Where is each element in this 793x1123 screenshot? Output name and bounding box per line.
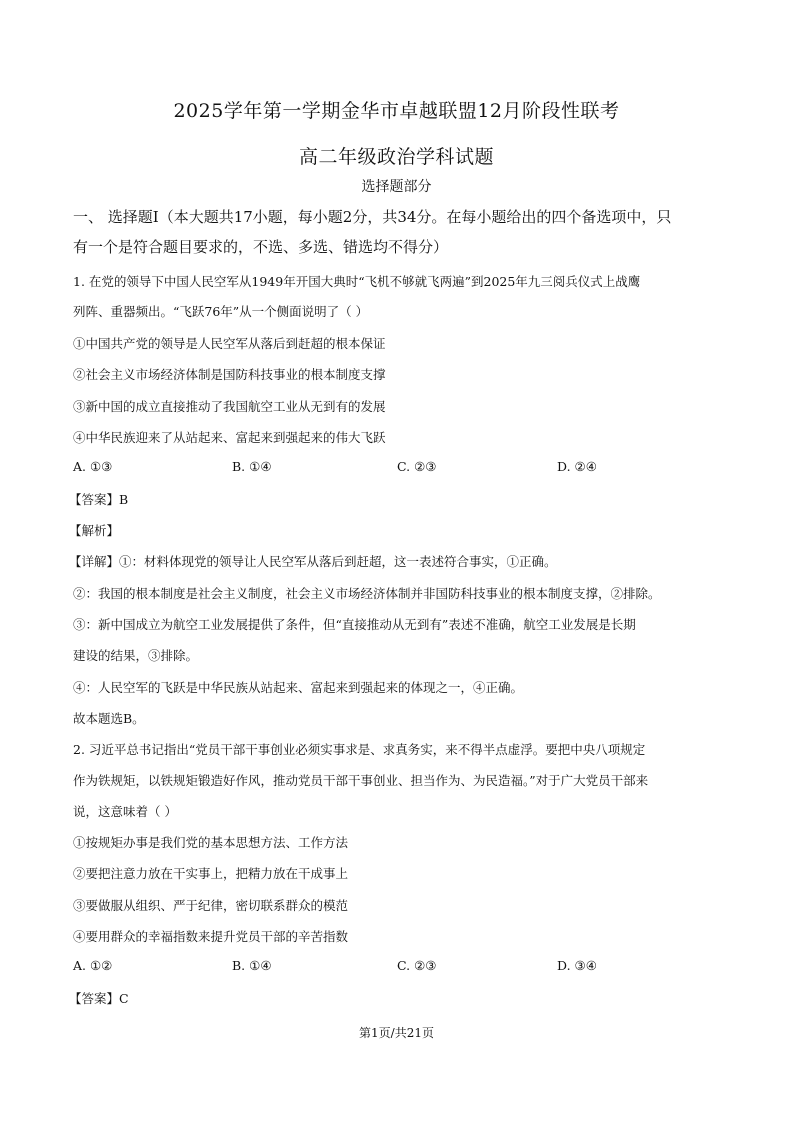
q1-detail-line-2: ②：我国的根本制度是社会主义制度，社会主义市场经济体制并非国防科技事业的根本制度支撑，②排除。 bbox=[73, 586, 661, 601]
q1-detail-line-1 bbox=[69, 552, 557, 570]
answer-value: B bbox=[119, 492, 129, 507]
answer-label: 【答案】 bbox=[69, 991, 120, 1006]
exam-subtitle: 高二年级政治学科试题 bbox=[298, 146, 494, 168]
answer-label: 【答案】 bbox=[69, 492, 120, 507]
q1-statement: ①中国共产党的领导是人民空军从落后到赶超的根本保证 bbox=[73, 336, 386, 351]
q2-statement: ③要做服从组织、严于纪律，密切联系群众的模范 bbox=[73, 898, 349, 913]
q2-stem-line-1: 2. 习近平总书记指出“党员干部干事创业必须实事求是、求真务实，来不得半点虚浮。要把中央八项规定 bbox=[73, 742, 646, 757]
q1-detail-line-3: ③：新中国成立为航空工业发展提供了条件，但“直接推动从无到有”表述不准确，航空工业发展是长期 bbox=[73, 617, 636, 632]
q2-option-a: A. ①② bbox=[73, 958, 113, 973]
page-number: 第1页/共21页 bbox=[359, 1026, 434, 1040]
section-heading: 选择题部分 bbox=[361, 179, 432, 195]
q1-stem-line-1: 1. 在党的领导下中国人民空军从1949年开国大典时“飞机不够就飞两遍”到2025年九三阅兵仪式上战鹰 bbox=[73, 274, 641, 289]
q2-option-b: B. ①④ bbox=[232, 958, 272, 973]
q2-statement: ②要把注意力放在干实事上，把精力放在干成事上 bbox=[73, 866, 349, 881]
q1-option-b: B. ①④ bbox=[232, 459, 272, 474]
q2-option-c: C. ②③ bbox=[397, 958, 437, 973]
q1-statement: ④中华民族迎来了从站起来、富起来到强起来的伟大飞跃 bbox=[73, 430, 386, 445]
q1-answer bbox=[69, 490, 128, 508]
instructions-line-1: 一、 选择题Ⅰ（本大题共17小题，每小题2分，共34分。在每小题给出的四个备选项中，只 bbox=[73, 208, 672, 226]
q2-statement: ④要用群众的幸福指数来提升党员干部的辛苦指数 bbox=[73, 929, 349, 944]
q1-statement: ②社会主义市场经济体制是国防科技事业的根本制度支撑 bbox=[73, 367, 386, 382]
detail-text: ①：材料体现党的领导让人民空军从落后到赶超，这一表述符合事实，①正确。 bbox=[119, 554, 557, 569]
detail-label: 【详解】 bbox=[69, 554, 120, 569]
answer-value: C bbox=[119, 991, 129, 1006]
q1-detail-line-4: 建设的结果，③排除。 bbox=[73, 648, 199, 663]
instructions-line-2: 有一个是符合题目要求的，不选、多选、错选均不得分） bbox=[73, 238, 449, 256]
q1-option-c: C. ②③ bbox=[397, 459, 437, 474]
q1-statement: ③新中国的成立直接推动了我国航空工业从无到有的发展 bbox=[73, 399, 386, 414]
q1-detail-line-5: ④：人民空军的飞跃是中华民族从站起来、富起来到强起来的体现之一，④正确。 bbox=[73, 680, 524, 695]
q1-option-a: A. ①③ bbox=[73, 459, 113, 474]
q2-stem-line-3: 说，这意味着（ ） bbox=[73, 804, 177, 819]
q1-conclusion: 故本题选B。 bbox=[73, 711, 145, 726]
q2-stem-line-2: 作为铁规矩，以铁规矩锻造好作风，推动党员干部干事创业、担当作为、为民造福。”对于广大党员干部来 bbox=[73, 773, 649, 788]
q1-option-d: D. ②④ bbox=[557, 459, 597, 474]
q2-answer bbox=[69, 989, 129, 1007]
q1-analysis-label: 【解析】 bbox=[69, 523, 120, 538]
exam-title: 2025学年第一学期金华市卓越联盟12月阶段性联考 bbox=[173, 100, 620, 122]
q2-statement: ①按规矩办事是我们党的基本思想方法、工作方法 bbox=[73, 835, 349, 850]
q1-stem-line-2: 列阵、重器频出。“飞跃76年”从一个侧面说明了（ ） bbox=[73, 304, 369, 319]
q2-option-d: D. ③④ bbox=[557, 958, 597, 973]
